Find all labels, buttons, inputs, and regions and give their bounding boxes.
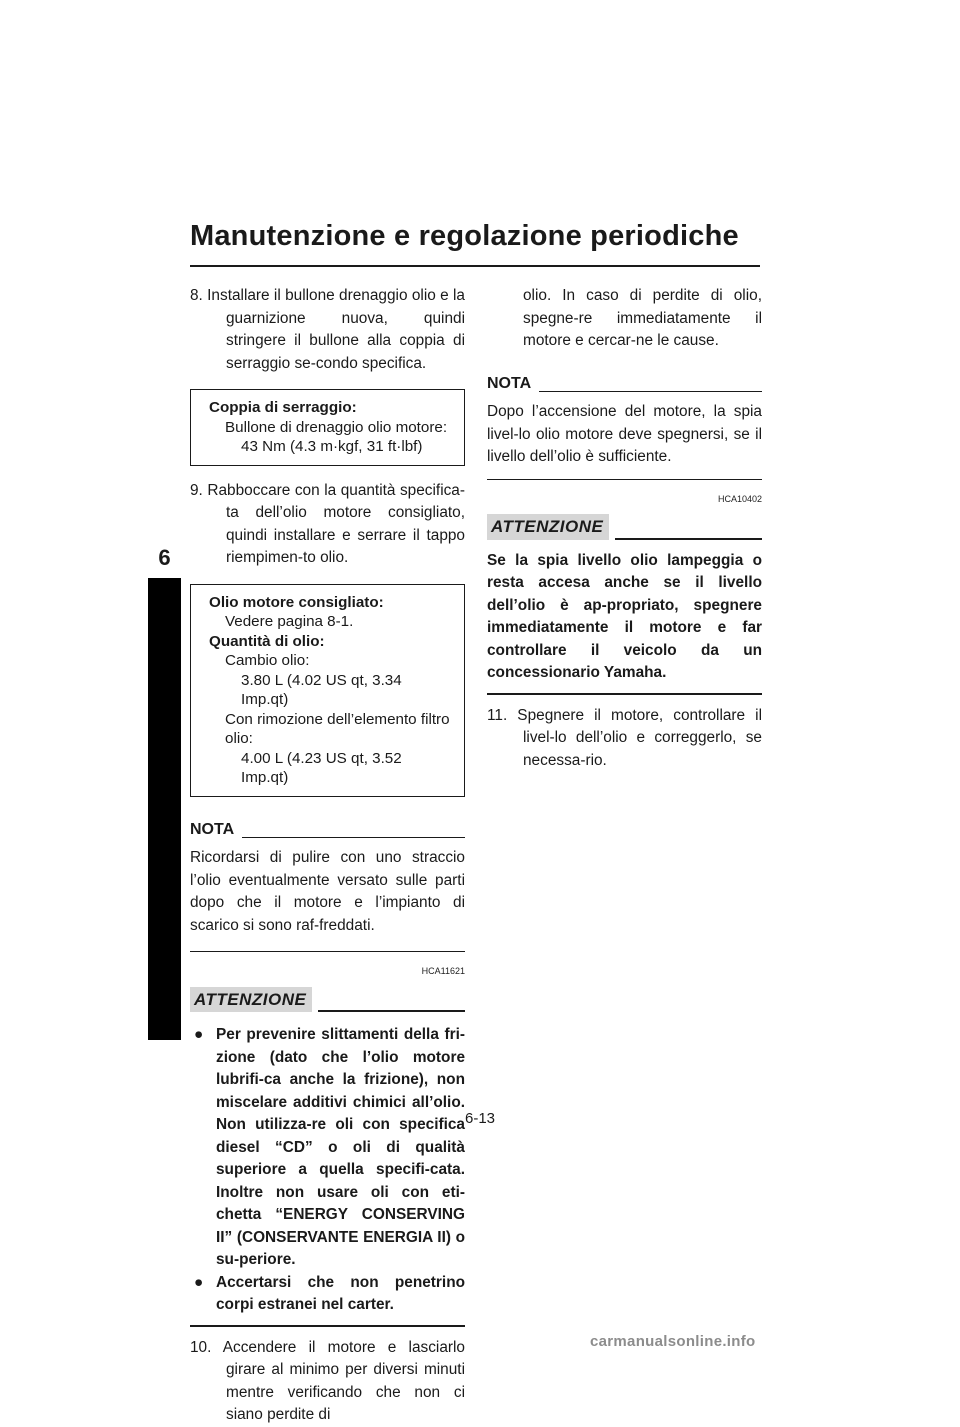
chapter-tab (148, 578, 181, 1040)
step-8: 8. Installare il bullone drenaggio olio e la guarnizione nuova, quindi stringere il bullone alla coppia di serraggio se-condo specifica. (190, 287, 465, 372)
quantity-label: Quantità di olio: (209, 632, 325, 650)
nota-heading (190, 819, 465, 842)
bullet-dot: ● (194, 1273, 204, 1291)
attention-text: Se la spia livello olio lampeggia o resta accesa anche se il livello dell’olio è ap-propriato, spegnere immediatamente il motore e far controllare il veicolo da un concessionario Yamaha. (487, 551, 762, 681)
attention-list (190, 1024, 465, 1317)
oil-spec-box (190, 584, 465, 797)
nota-label: NOTA (487, 374, 532, 392)
warning-code: HCA11621 (421, 966, 465, 976)
attention-rule (615, 538, 762, 540)
attention-rule (318, 1010, 465, 1012)
bullet-text: Per prevenire slittamenti della fri-zione (dato che l’olio motore lubrifi-ca anche la frizione), non miscelare additivi chimici all’olio. Non utilizza-re oli con specifica diesel “CD” o oli di qualità superiore a quella specifi-cata. Inoltre non usare oli con eti-chetta “ENERGY CONSERVING II” (CONSERVANTE ENERGIA II) o su-periore. (216, 1026, 465, 1268)
attention-heading (190, 987, 465, 1013)
attention-label: ATTENZIONE (487, 514, 609, 540)
filter-removal-label-2: olio: (225, 730, 253, 747)
attention-end-rule (487, 693, 762, 695)
bullet-text: Accertarsi che non penetrino corpi estranei nel carter. (216, 1273, 465, 1313)
step-10: 10. Accendere il motore e lasciarlo girare al minimo per diversi minuti mentre verificando che non ci siano perdite di (190, 1338, 465, 1423)
nota-label: NOTA (190, 820, 235, 838)
page-number: 6-13 (464, 1110, 496, 1127)
step-9: 9. Rabboccare con la quantità specifica-ta dell’olio motore consigliato, quindi installare e serrare il tappo riempimen-to olio. (190, 481, 465, 566)
warning-code: HCA10402 (717, 493, 762, 504)
attention-heading (487, 514, 762, 540)
step-10-continued: olio. In caso di perdite di olio, spegne-re immediatamente il motore e cercar-ne le cause. (523, 287, 762, 349)
page-title: Manutenzione e regolazione periodiche (190, 220, 739, 252)
attention-bullet (190, 1024, 465, 1272)
oil-change-label: Cambio olio: (225, 652, 310, 669)
oil-change-value: 3.80 L (4.02 US qt, 3.34 Imp.qt) (241, 671, 402, 708)
title-rule (190, 265, 760, 267)
nota-rule (539, 391, 762, 392)
left-column (190, 285, 465, 1427)
oil-ref: Vedere pagina 8-1. (225, 613, 354, 630)
filter-removal-value: 4.00 L (4.23 US qt, 3.52 Imp.qt) (241, 749, 402, 786)
bullet-dot: ● (194, 1026, 204, 1043)
chapter-number: 6 (158, 545, 171, 570)
torque-item: Bullone di drenaggio olio motore: (225, 418, 448, 436)
watermark: carmanualsonline.info (590, 1333, 756, 1350)
nota-end-rule (190, 951, 465, 952)
nota-text: Dopo l’accensione del motore, la spia livel-lo olio motore deve spegnersi, se il livello dell’olio è sufficiente. (487, 403, 762, 465)
attention-bullet (190, 1272, 465, 1317)
torque-label: Coppia di serraggio: (209, 399, 357, 416)
nota-rule (242, 837, 465, 838)
torque-value: 43 Nm (4.3 m·kgf, 31 ft·lbf) (241, 438, 423, 455)
attention-end-rule (190, 1325, 465, 1327)
attention-label: ATTENZIONE (190, 987, 312, 1013)
right-column (487, 285, 762, 772)
nota-text: Ricordarsi di pulire con uno straccio l’olio eventualmente versato sulle parti dopo che il motore e l’impianto di scarico si sono raf-freddati. (190, 849, 465, 934)
filter-removal-label: Con rimozione dell’elemento filtro (225, 710, 450, 728)
oil-label: Olio motore consigliato: (209, 593, 384, 611)
step-11: 11. Spegnere il motore, controllare il livel-lo dell’olio e correggerlo, se necessa-rio. (487, 706, 762, 769)
nota-heading (487, 373, 762, 396)
nota-end-rule (487, 479, 762, 480)
torque-spec-box (190, 389, 465, 466)
